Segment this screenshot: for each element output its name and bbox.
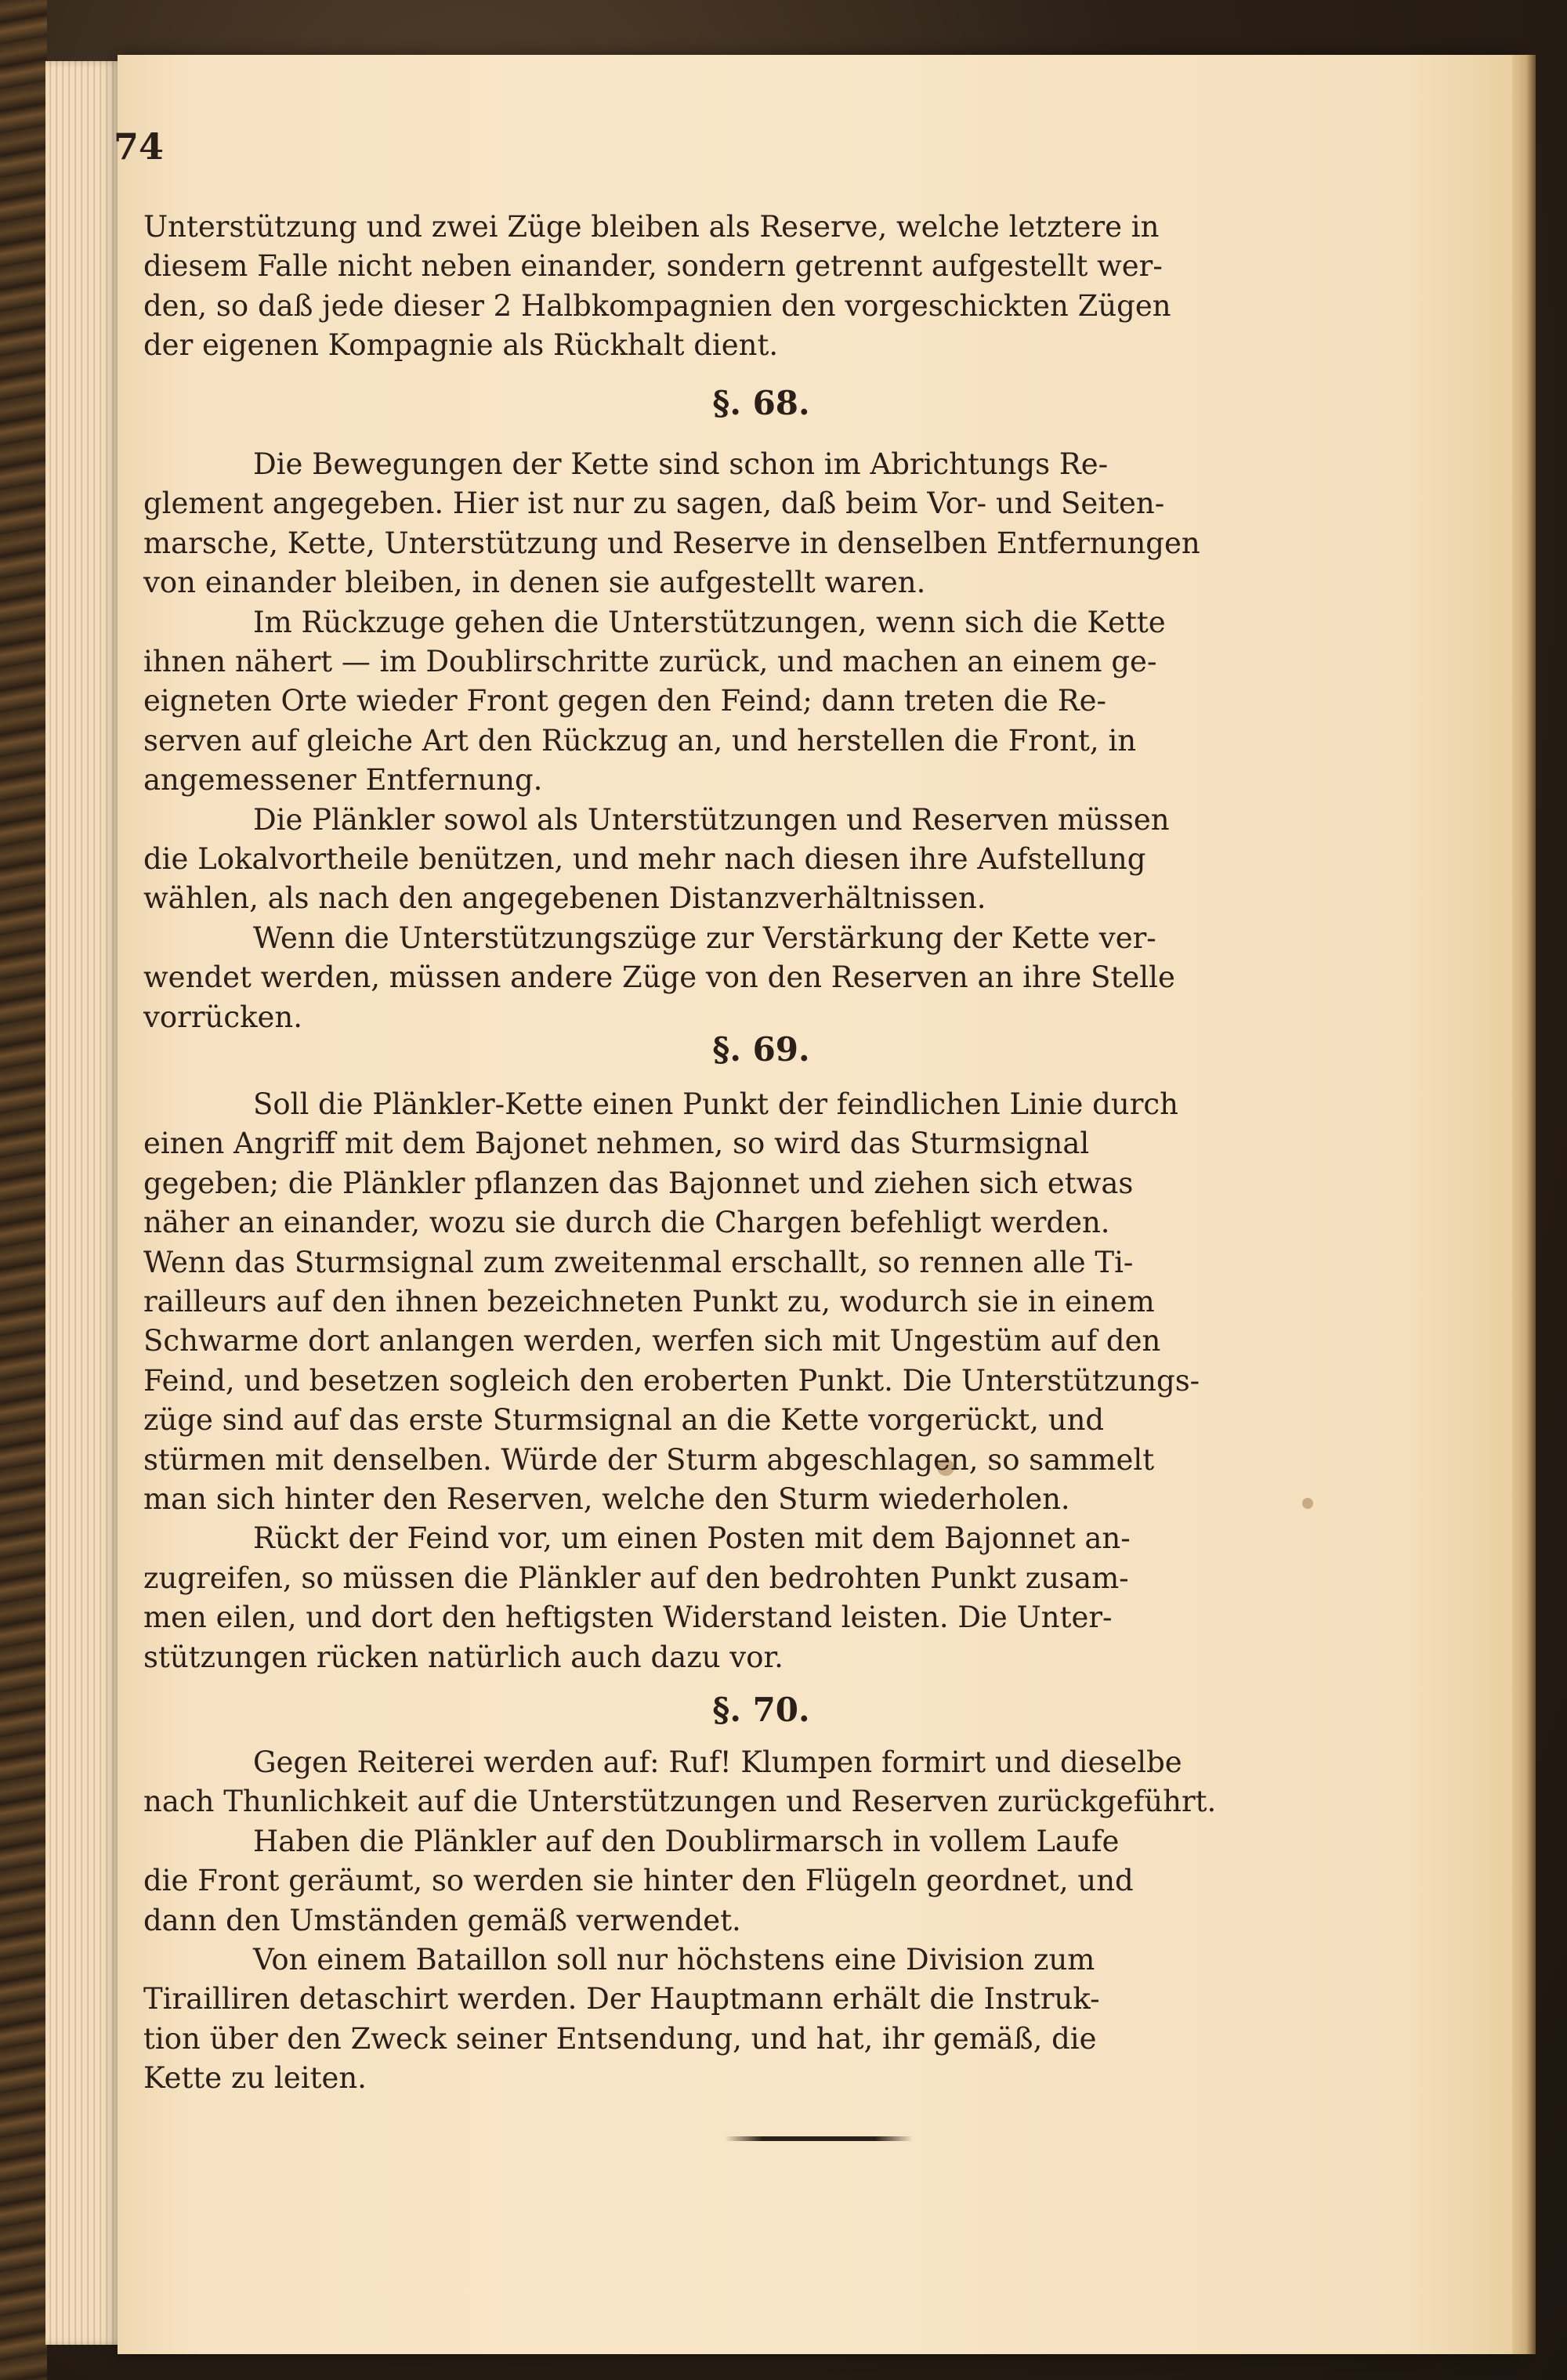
section-heading-68: §. 68. xyxy=(712,384,810,422)
section-68-body xyxy=(143,445,1379,1037)
paragraph: Im Rückzuge gehen die Unterstützungen, wenn sich die Kette ihnen nähert — im Doublirschritte zurück, und machen an einem ge- eigneten Orte wieder Front gegen den Feind; dann treten die Re- serven auf gleiche Art den Rückzug an, und herstellen die Front, in angemessener Entfernung. xyxy=(143,605,1166,798)
book-cover-edge xyxy=(0,0,47,2380)
paragraph: Die Plänkler sowol als Unterstützungen und Reserven müssen die Lokalvortheile benützen, und mehr nach diesen ihre Aufstellung wählen, als nach den angegebenen Distanzverhältnissen. xyxy=(143,802,1170,916)
section-70-body xyxy=(143,1743,1379,2099)
paragraph: Die Bewegungen der Kette sind schon im Abrichtungs Re- glement angegeben. Hier ist nur zu sagen, daß beim Vor- und Seiten- marsche, Kette, Unterstützung und Reserve in denselben Entfernungen von einander bleiben, in denen sie aufgestellt waren. xyxy=(143,447,1200,600)
paragraph: Haben die Plänkler auf den Doublirmarsch in vollem Laufe die Front geräumt, so werden sie hinter den Flügeln geordnet, und dann den Umständen gemäß verwendet. xyxy=(143,1824,1134,1937)
paragraph: Soll die Plänkler-Kette einen Punkt der feindlichen Linie durch einen Angriff mit dem Bajonet nehmen, so wird das Sturmsignal gegeben; die Plänkler pflanzen das Bajonnet und ziehen sich etwas näher an einander, wozu sie durch die Chargen befehligt werden. Wenn das Sturmsignal zum zweitenmal erschallt, so rennen alle Ti- railleurs auf den ihnen bezeichneten Punkt zu, wodurch sie in einem Schwarme dort anlangen werden, werfen sich mit Ungestüm auf den Feind, und besetzen sogleich den eroberten Punkt. Die Unterstützungs- züge sind auf das erste Sturmsignal an die Kette vorgerückt, und stürmen mit denselben. Würde der Sturm abgeschlagen, so sammelt man sich hinter den Reserven, welche den Sturm wiederholen. xyxy=(143,1087,1200,1517)
section-69-body xyxy=(143,1085,1379,1677)
paragraph: Rückt der Feind vor, um einen Posten mit dem Bajonnet an- zugreifen, so müssen die Plänkler auf den bedrohten Punkt zusam- men eilen, und dort den heftigsten Widerstand leisten. Die Unter- stützungen rücken natürlich auch dazu vor. xyxy=(143,1521,1131,1674)
gutter-shadow xyxy=(1512,55,1536,2354)
end-rule xyxy=(725,2136,913,2141)
paragraph: Von einem Bataillon soll nur höchstens eine Division zum Tirailliren detaschirt werden. Der Hauptmann erhält die Instruk- tion über den Zweck seiner Entsendung, und hat, ihr gemäß, die Kette zu leiten. xyxy=(143,1943,1100,2096)
text-line: Unterstützung und zwei Züge bleiben als Reserve, welche letztere in diesem Falle nicht neben einander, sondern getrennt aufgestellt wer- den, so daß jede dieser 2 Halbkompagnien den vorgeschickten Zügen der eigenen Kompagnie als Rückhalt dient. xyxy=(143,210,1171,363)
paragraph: Wenn die Unterstützungszüge zur Verstärkung der Kette ver- wendet werden, müssen andere Züge von den Reserven an ihre Stelle vorrücken. xyxy=(143,921,1175,1034)
page-number: 74 xyxy=(114,125,165,168)
section-heading-69: §. 69. xyxy=(712,1030,810,1069)
intro-paragraph xyxy=(143,208,1379,366)
section-heading-70: §. 70. xyxy=(712,1691,810,1729)
paragraph: Gegen Reiterei werden auf: Ruf! Klumpen formirt und dieselbe nach Thunlichkeit auf die Unterstützungen und Reserven zurückgeführt. xyxy=(143,1745,1217,1819)
